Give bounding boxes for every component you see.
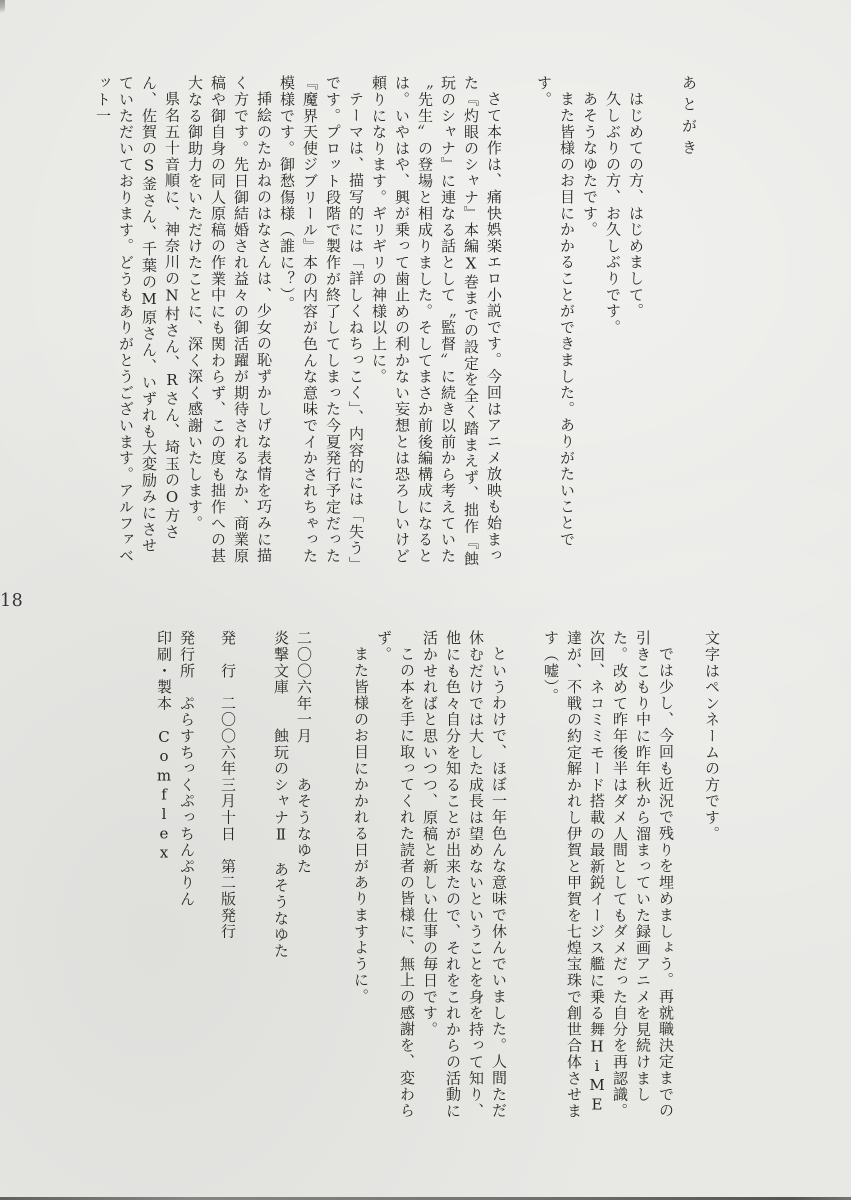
afterword-paragraph: はじめての方、はじめまして。	[627, 91, 645, 320]
afterword-paragraph: また皆様のお目にかかることができました。ありがたいことです。	[535, 75, 576, 548]
afterword-title: あとがき	[680, 75, 698, 161]
publisher-line: 発行所 ぷらすちっくぷっちんぷりん	[178, 630, 196, 908]
afterword-paragraph: あそうなゆたです。	[581, 91, 599, 238]
afterword-paragraph: 久しぶりの方、お久しぶりです。	[604, 91, 622, 336]
afterword-paragraph: では少し、今回も近況で残りを埋めましょう。再就職決定までの引きこもり中に昨年秋から溜まっていた録画アニメを見続けました。改めて昨年後半はダメ人間としてもダメだった自分を再認識。次回、ネコミミモード搭載の最新鋭イージス艦に乗る舞HiME達が、不戦の約定解かれし伊賀と甲賀を七煌宝珠で創世合体させます（嘘）。	[542, 630, 675, 1119]
afterword-paragraph: 県名五十音順に、神奈川のN村さん、Rさん、埼玉のO方さん、佐賀のS釜さん、千葉のM原さん、いずれも大変励みにさせていただいております。どうもありがとうございます。アルファベット一	[94, 75, 181, 564]
afterword-bottom-text	[152, 630, 723, 1126]
afterword-paragraph: この本を手に取ってくれた読者の皆様に、無上の感謝を、変わらず。	[375, 630, 416, 1119]
page-number: 18	[0, 591, 24, 611]
publication-date-line: 発 行 二〇〇六年三月十日 第二版発行	[219, 630, 237, 940]
afterword-paragraph: というわけで、ほぼ一年色んな意味で休んでいました。人間ただ休むだけでは大した成長は望めないということを身を持って知り、他にも色々自分を知ることが出来たので、それをこれからの活動に活かせればと思いつつ、原稿と新しい仕事の毎日です。	[421, 630, 508, 1119]
afterword-paragraph: テーマは、描写的には「詳しくねちっこく」、内容的には「失う」です。プロット段階で製作が終了してしまった今夏発行予定だった『魔界天使ジブリール』本の内容が色んな意味でイかされちゃった模様です。御愁傷様（誰に？）。	[278, 75, 365, 566]
printer-line: 印刷・製本 Comflex	[155, 630, 173, 863]
afterword-paragraph: また皆様のお目にかかれる日がありますように。	[352, 646, 370, 1005]
date-signature-line: 二〇〇六年一月 あそうなゆた	[295, 630, 313, 875]
scan-corner-artifact	[0, 0, 5, 16]
afterword-paragraph: 文字はペンネームの方です。	[703, 630, 721, 842]
afterword-top-text	[91, 75, 700, 567]
afterword-paragraph: 挿絵のたかねのはなさんは、少女の恥ずかしげな表情を巧みに描く方です。先日御結婚され益々の御活躍が期待されるなか、商業原稿や御自身の同人原稿の作業中にも関わらず、この度も拙作への甚大なる御助力をいただけたことに、深く深く感謝いたします。	[186, 75, 273, 564]
afterword-paragraph: さて本作は、痛快娯楽エロ小説です。今回はアニメ放映も始まった『灼眼のシャナ』本編X巻までの設定を全く踏まえず、拙作『蝕玩のシャナ』に連なる話として〝監督〟に続き以前から考えていた〝先生〟の登場と相成りました。そしてまさか前後編構成になるとは。いやはや、興が乗って歯止めの利かない妄想とは恐ろしいけど頼りになります。ギリギリの神様以上に。	[370, 75, 503, 567]
book-title-line: 炎撃文庫 蝕玩のシャナⅡ あそうなゆた	[272, 630, 290, 959]
